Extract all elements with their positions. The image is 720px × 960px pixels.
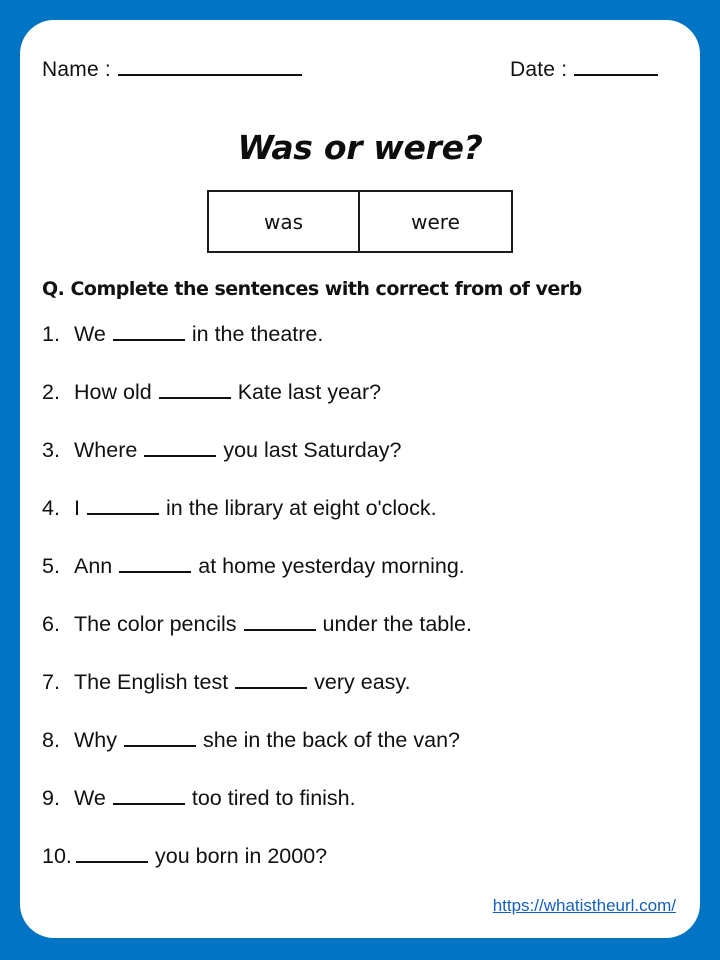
answer-blank[interactable] — [113, 323, 185, 341]
question-row — [42, 496, 682, 554]
question-number: 2. — [42, 380, 60, 404]
name-field[interactable] — [42, 58, 302, 82]
question-row — [42, 844, 682, 902]
question-list — [42, 322, 682, 902]
name-label: Name : — [42, 58, 111, 81]
question-text-after-blank: very easy. — [314, 670, 411, 694]
question-text-before-blank: Why — [74, 728, 117, 752]
question-text-after-blank: at home yesterday morning. — [198, 554, 465, 578]
question-row — [42, 554, 682, 612]
question-number: 3. — [42, 438, 60, 462]
question-number: 9. — [42, 786, 60, 810]
question-number: 8. — [42, 728, 60, 752]
question-text-before-blank: Where — [74, 438, 138, 462]
question-text-after-blank: you born in 2000? — [155, 844, 328, 868]
answer-blank[interactable] — [235, 671, 307, 689]
question-row — [42, 380, 682, 438]
question-text-before-blank: I — [74, 496, 80, 520]
question-text-after-blank: too tired to finish. — [191, 786, 356, 810]
question-number: 10. — [42, 844, 72, 868]
question-row — [42, 612, 682, 670]
name-write-line[interactable] — [118, 59, 302, 76]
answer-blank[interactable] — [87, 497, 159, 515]
date-write-line[interactable] — [574, 59, 658, 76]
question-number: 6. — [42, 612, 60, 636]
question-text-before-blank: The English test — [74, 670, 229, 694]
date-field[interactable] — [510, 58, 658, 82]
question-row — [42, 322, 682, 380]
question-row — [42, 728, 682, 786]
answer-blank[interactable] — [144, 439, 216, 457]
header-row — [42, 58, 682, 92]
question-text-after-blank: she in the back of the van? — [203, 728, 460, 752]
question-row — [42, 670, 682, 728]
word-bank-box — [207, 190, 513, 253]
answer-blank[interactable] — [119, 555, 191, 573]
question-number: 7. — [42, 670, 60, 694]
question-text-after-blank: in the theatre. — [191, 322, 324, 346]
question-text-before-blank: The color pencils — [74, 612, 237, 636]
question-row — [42, 438, 682, 496]
source-url-link[interactable]: https://whatistheurl.com/ — [492, 896, 676, 915]
question-number: 4. — [42, 496, 60, 520]
word-bank-option-were[interactable]: were — [411, 209, 460, 234]
question-text-before-blank: How old — [74, 380, 152, 404]
answer-blank[interactable] — [244, 613, 316, 631]
answer-blank[interactable] — [76, 845, 148, 863]
word-bank-option-was[interactable]: was — [209, 192, 360, 251]
page-title: Was or were? — [237, 128, 483, 167]
question-text-after-blank: Kate last year? — [237, 380, 382, 404]
question-number: 5. — [42, 554, 60, 578]
answer-blank[interactable] — [159, 381, 231, 399]
date-label: Date : — [510, 58, 568, 81]
question-text-after-blank: under the table. — [322, 612, 472, 636]
question-text-after-blank: you last Saturday? — [223, 438, 402, 462]
answer-blank[interactable] — [113, 787, 185, 805]
question-text-before-blank: We — [74, 322, 106, 346]
question-text-before-blank: We — [74, 786, 106, 810]
question-row — [42, 786, 682, 844]
question-number: 1. — [42, 322, 60, 346]
worksheet-paper — [20, 20, 700, 938]
question-text-after-blank: in the library at eight o'clock. — [165, 496, 437, 520]
answer-blank[interactable] — [124, 729, 196, 747]
question-text-before-blank: Ann — [74, 554, 113, 578]
instruction-text: Q. Complete the sentences with correct from of verb — [42, 278, 582, 300]
